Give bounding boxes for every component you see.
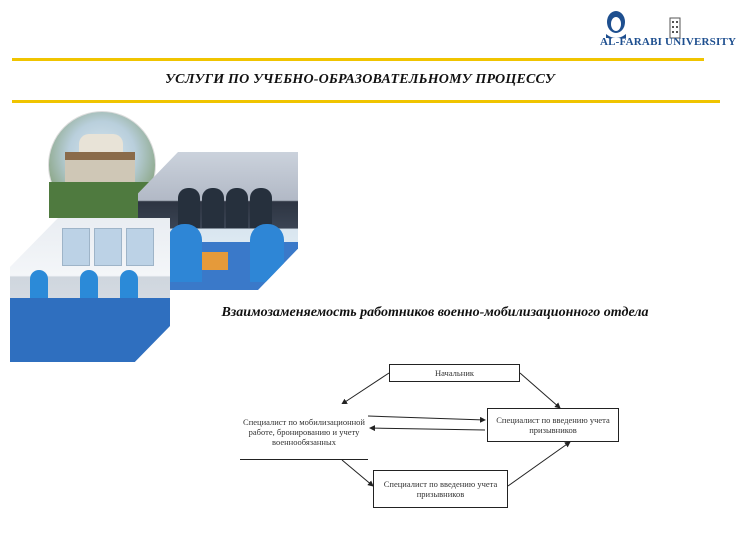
interchangeability-diagram [230,356,630,516]
founder-portrait-icon [606,11,626,38]
mobilization-specialist-box: Специалист по мобилизационной работе, бронированию и учету военнообязанных [240,404,368,460]
building-icon [670,18,680,38]
chief-box: Начальник [389,364,520,382]
title-band [0,58,720,104]
conscripts-specialist-box: Специалист по введению учета призывников [487,408,619,442]
arrow-mob-to-reserve [342,460,373,486]
arrow-chief-to-conscripts [520,373,560,408]
service-center-photo [10,218,170,362]
title-bottom-rule [12,100,720,103]
arrow-conscripts-to-mob [370,428,485,430]
page-title: УСЛУГИ ПО УЧЕБНО-ОБРАЗОВАТЕЛЬНОМУ ПРОЦЕССУ [165,72,555,87]
arrow-mob-to-conscripts [368,416,485,420]
reserve-specialist-box: Специалист по введению учета призывников [373,470,508,508]
arrow-reserve-to-conscripts [508,442,570,486]
arrow-chief-to-mob [342,373,389,404]
logo-wordmark: AL-FARABI UNIVERSITY [600,36,736,48]
title-top-rule [12,58,704,61]
section-heading: Взаимозаменяемость работников военно-мобилизационного отдела [221,305,649,320]
